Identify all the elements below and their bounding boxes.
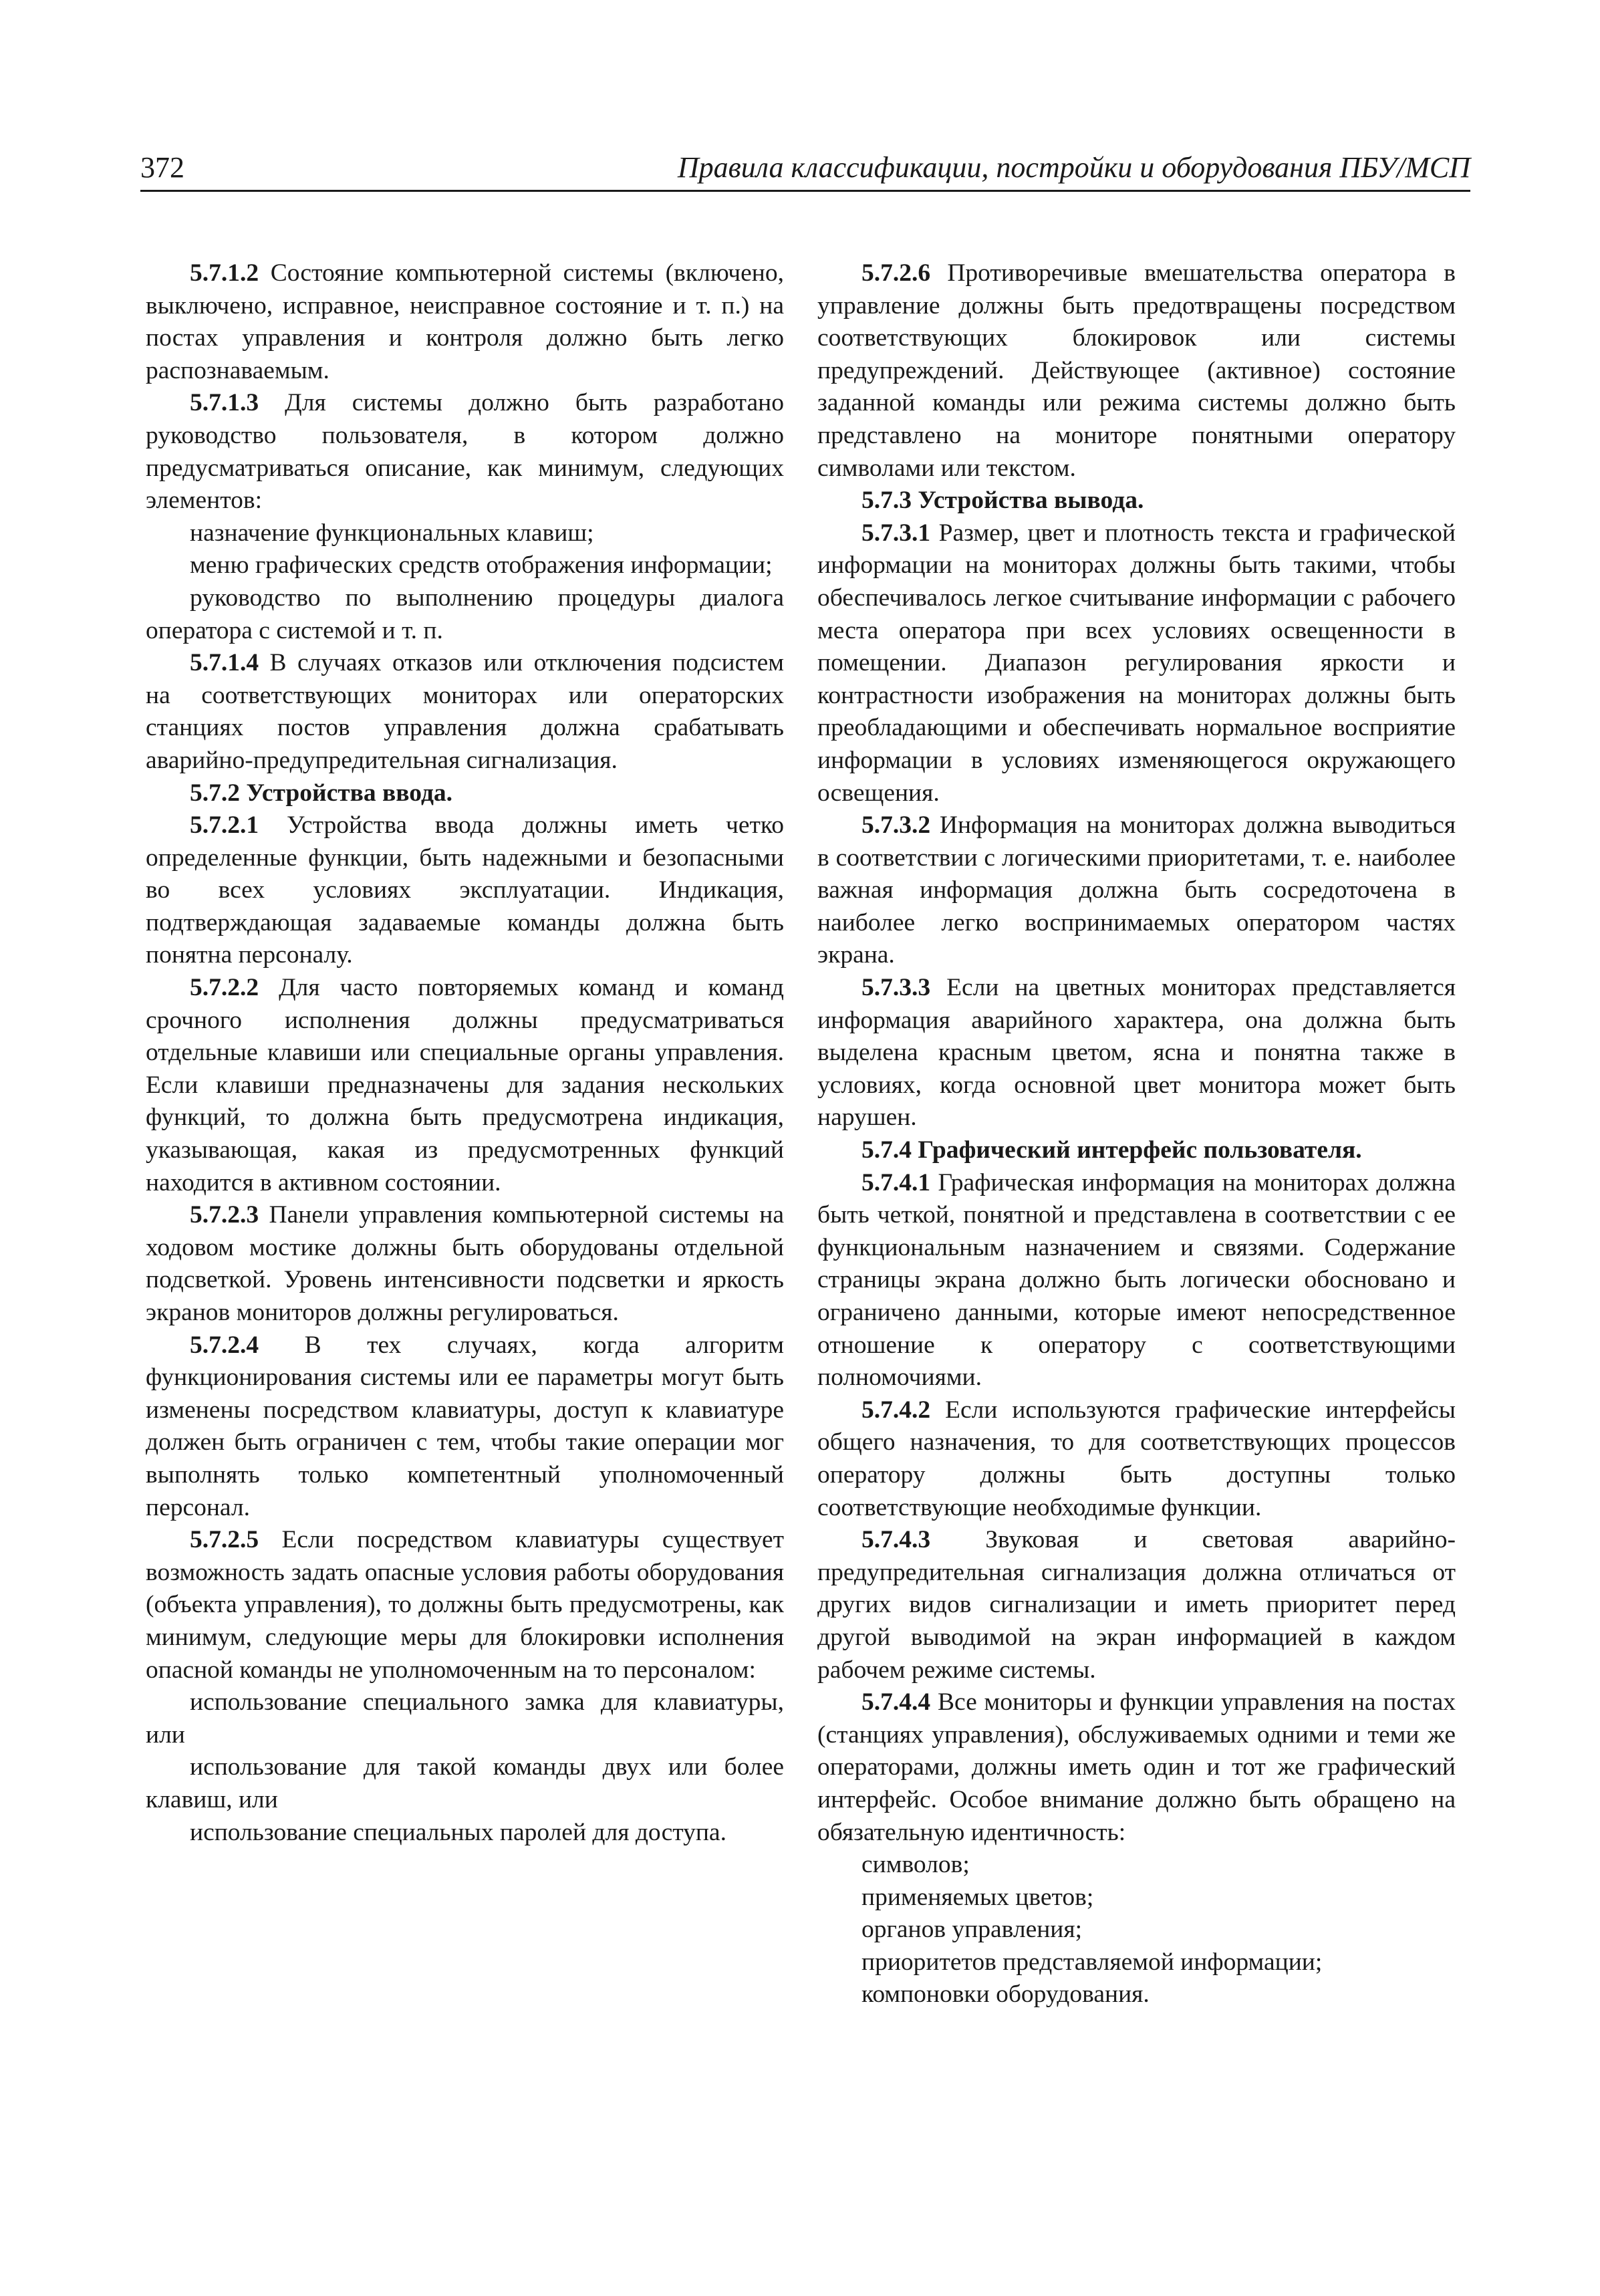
section-heading-5-7-3: 5.7.3 Устройства вывода.	[861, 487, 1144, 515]
clause-number: 5.7.2.4	[190, 1331, 259, 1359]
clause-text: Для часто повторяемых команд и команд срочного исполнения должны предусматриваться отдельные клавиши или специальные органы управления. Если клавиши предназначены для задания нескольких функций, то должна быть предусмотрена индикация, указывающая, какая из предусмотренных функций находится в активном состоянии.	[146, 974, 784, 1196]
clause-number: 5.7.2.2	[190, 974, 259, 1002]
right-column	[817, 257, 1456, 2011]
clause-number: 5.7.4.3	[861, 1526, 931, 1554]
paragraph-5-7-1-2	[146, 257, 784, 387]
list-item: компоновки оборудования.	[861, 1981, 1150, 2009]
clause-text: Для системы должно быть разработано руководство пользователя, в котором должно предусматриваться описание, как минимум, следующих элементов:	[146, 389, 784, 515]
clause-number: 5.7.4.2	[861, 1396, 931, 1424]
clause-number: 5.7.3.1	[861, 519, 931, 547]
page-number: 372	[140, 151, 184, 184]
clause-number: 5.7.2.6	[861, 259, 931, 287]
running-title: Правила классификации, постройки и оборудования ПБУ/МСП	[677, 151, 1470, 184]
list-item: применяемых цветов;	[861, 1883, 1094, 1911]
list-item: органов управления;	[861, 1916, 1083, 1944]
clause-text: Панели управления компьютерной системы на ходовом мостике должны быть оборудованы отдельной подсветкой. Уровень интенсивности подсветки и яркость экранов мониторов должны регулироваться.	[146, 1201, 784, 1326]
paragraph-5-7-4-2	[817, 1394, 1456, 1524]
paragraph-5-7-3-1	[817, 517, 1456, 809]
paragraph-5-7-2-4	[146, 1329, 784, 1525]
paragraph-5-7-2-3	[146, 1199, 784, 1329]
clause-text: Если используются графические интерфейсы общего назначения, то для соответствующих процессов оператору должны быть доступны только соответствующие необходимые функции.	[817, 1396, 1456, 1521]
clause-text: В тех случаях, когда алгоритм функционирования системы или ее параметры могут быть изменены посредством клавиатуры, доступ к клавиатуре должен быть ограничен с тем, чтобы такие операции мог выполнять только компетентный уполномоченный персонал.	[146, 1331, 784, 1521]
clause-text: В случаях отказов или отключения подсистем на соответствующих мониторах или операторских станциях постов управления должна срабатывать аварийно-предупредительная сигнализация.	[146, 649, 785, 774]
clause-text: Устройства ввода должны иметь четко определенные функции, быть надежными и безопасными во всех условиях эксплуатации. Индикация, подтверждающая задаваемые команды должна быть понятна персоналу.	[146, 811, 784, 969]
clause-text: Если посредством клавиатуры существует возможность задать опасные условия работы оборудования (объекта управления), то должны быть предусмотрены, как минимум, следующие меры для блокировки исполнения опасной команды не уполномоченным на то персоналом:	[146, 1526, 785, 1684]
paragraph-5-7-4-3	[817, 1524, 1456, 1686]
paragraph-5-7-1-4	[146, 647, 784, 777]
list-item: использование специальных паролей для доступа.	[190, 1818, 726, 1846]
list-item: меню графических средств отображения информации;	[190, 551, 773, 580]
clause-number: 5.7.1.2	[190, 259, 259, 287]
clause-number: 5.7.4.1	[861, 1168, 931, 1196]
paragraph-5-7-4-1	[817, 1167, 1456, 1394]
paragraph-5-7-4-4	[817, 1686, 1456, 1849]
section-heading-5-7-4: 5.7.4 Графический интерфейс пользователя.	[861, 1136, 1362, 1164]
list-item: назначение функциональных клавиш;	[190, 519, 594, 547]
paragraph-5-7-2-2	[146, 972, 784, 1199]
paragraph-5-7-1-3	[146, 387, 784, 517]
clause-number: 5.7.3.2	[861, 811, 931, 840]
clause-number: 5.7.2.5	[190, 1526, 259, 1554]
paragraph-5-7-2-1	[146, 809, 784, 972]
clause-number: 5.7.2.1	[190, 811, 259, 840]
clause-text: Состояние компьютерной системы (включено, выключено, исправное, неисправное состояние и т. п.) на постах управления и контроля должно быть легко распознаваемым.	[146, 259, 785, 384]
section-heading-5-7-2: 5.7.2 Устройства ввода.	[190, 779, 453, 807]
list-item: руководство по выполнению процедуры диалога оператора с системой и т. п.	[146, 584, 784, 644]
list-item: символов;	[861, 1851, 970, 1879]
clause-number: 5.7.2.3	[190, 1201, 259, 1229]
clause-number: 5.7.3.3	[861, 974, 931, 1002]
paragraph-5-7-2-5	[146, 1524, 784, 1686]
clause-text: Если на цветных мониторах представляется информация аварийного характера, она должна быть выделена красным цветом, ясна и понятна также в условиях, когда основной цвет монитора может быть нарушен.	[817, 974, 1456, 1132]
paragraph-5-7-2-6	[817, 257, 1456, 485]
clause-text: Графическая информация на мониторах должна быть четкой, понятной и представлена в соответствии с ее функциональным назначением и связями. Содержание страницы экрана должно быть логически обосновано и ограничено данными, которые имеют непосредственное отношение к оператору с соответствующими полномочиями.	[817, 1168, 1456, 1392]
paragraph-5-7-3-2	[817, 809, 1456, 972]
left-column	[146, 257, 784, 1849]
clause-text: Размер, цвет и плотность текста и графической информации на мониторах должны быть такими, чтобы обеспечивалось легкое считывание информации с рабочего места оператора при всех условиях освещенности в помещении. Диапазон регулирования яркости и контрастности изображения на мониторах должны быть преобладающими и обеспечивать нормальное восприятие информации в условиях изменяющегося окружающего освещения.	[817, 519, 1456, 807]
list-item: приоритетов представляемой информации;	[861, 1948, 1323, 1976]
clause-text: Звуковая и световая аварийно-предупредительная сигнализация должна отличаться от других видов сигнализации и иметь приоритет перед другой выводимой на экран информацией в каждом рабочем режиме системы.	[817, 1526, 1456, 1684]
paragraph-5-7-3-3	[817, 972, 1456, 1134]
clause-number: 5.7.1.3	[190, 389, 259, 417]
list-item: использование специального замка для клавиатуры, или	[146, 1688, 784, 1749]
clause-text: Все мониторы и функции управления на постах (станциях управления), обслуживаемых одними и теми же операторами, должны иметь один и тот же графический интерфейс. Особое внимание должно быть обращено на обязательную идентичность:	[817, 1688, 1456, 1846]
clause-number: 5.7.1.4	[190, 649, 259, 677]
clause-text: Противоречивые вмешательства оператора в управление должны быть предотвращены посредством соответствующих блокировок или системы предупреждений. Действующее (активное) состояние заданной команды или режима системы должно быть представлено на мониторе понятными оператору символами или текстом.	[817, 259, 1456, 482]
page-header	[140, 148, 1470, 192]
list-item: использование для такой команды двух или более клавиш, или	[146, 1753, 784, 1813]
clause-number: 5.7.4.4	[861, 1688, 931, 1716]
clause-text: Информация на мониторах должна выводиться в соответствии с логическими приоритетами, т. е. наиболее важная информация должна быть сосредоточена в наиболее легко воспринимаемых оператором частях экрана.	[817, 811, 1456, 969]
